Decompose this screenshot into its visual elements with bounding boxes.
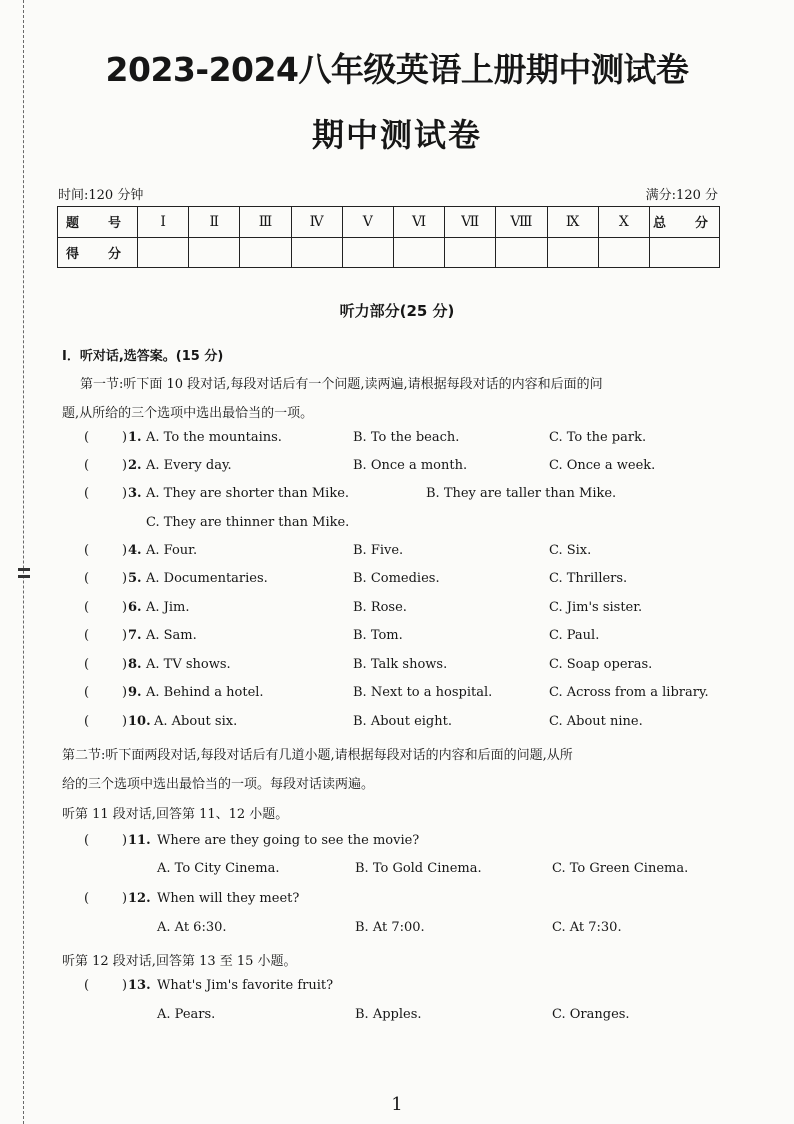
option-a: A. Every day. <box>146 458 232 473</box>
score-cell[interactable] <box>291 237 342 268</box>
answer-paren-open: ( <box>84 543 90 558</box>
option-a: A. Behind a hotel. <box>146 685 264 700</box>
question-number: 7. <box>128 628 142 643</box>
question-item <box>0 458 794 478</box>
answer-paren-close[interactable]: ) <box>122 600 128 615</box>
option-c: C. Six. <box>549 543 592 558</box>
question-item-continued <box>0 515 794 535</box>
answer-paren-close[interactable]: ) <box>122 685 128 700</box>
option-b: B. To Gold Cinema. <box>355 861 482 876</box>
header-cell: Ⅷ <box>496 207 547 238</box>
answer-paren-open: ( <box>84 571 90 586</box>
header-cell: Ⅸ <box>547 207 598 238</box>
header-cell: Ⅳ <box>291 207 342 238</box>
question-item <box>0 628 794 648</box>
question-stem: When will they meet? <box>157 891 300 906</box>
option-b: B. To the beach. <box>353 430 460 445</box>
answer-paren-close[interactable]: ) <box>122 430 128 445</box>
answer-paren-open: ( <box>84 714 90 729</box>
answer-paren-close[interactable]: ) <box>122 628 128 643</box>
option-a: A. At 6:30. <box>157 920 227 935</box>
question-item <box>0 714 794 734</box>
instruction-text: 第一节:听下面 10 段对话,每段对话后有一个问题,读两遍,请根据每段对话的内容和后面的问 <box>80 377 603 392</box>
option-c: C. To the park. <box>549 430 647 445</box>
section-title: 听力部分(25 分) <box>339 302 455 320</box>
answer-paren-close[interactable]: ) <box>122 891 128 906</box>
option-c: C. Once a week. <box>549 458 656 473</box>
option-c: C. To Green Cinema. <box>552 861 689 876</box>
answer-paren-open: ( <box>84 657 90 672</box>
option-b: B. Apples. <box>355 1007 422 1022</box>
option-c: C. At 7:30. <box>552 920 622 935</box>
page-title: 2023-2024八年级英语上册期中测试卷 <box>105 50 689 89</box>
option-a: A. Pears. <box>157 1007 216 1022</box>
question-stem: What's Jim's favorite fruit? <box>157 978 334 993</box>
question-number: 9. <box>128 685 142 700</box>
instruction-text: 第二节:听下面两段对话,每段对话后有几道小题,请根据每段对话的内容和后面的问题,从所 <box>62 748 573 763</box>
option-b: B. They are taller than Mike. <box>426 486 617 501</box>
answer-paren-close[interactable]: ) <box>122 833 128 848</box>
option-b: B. Once a month. <box>353 458 468 473</box>
score-cell[interactable] <box>445 237 496 268</box>
option-b: B. Next to a hospital. <box>353 685 493 700</box>
option-a: A. Jim. <box>146 600 190 615</box>
question-number: 8. <box>128 657 142 672</box>
score-cell[interactable] <box>138 237 189 268</box>
question-item <box>0 978 794 998</box>
part-heading: I．听对话,选答案。(15 分) <box>62 349 224 364</box>
score-cell[interactable] <box>598 237 649 268</box>
question-number: 13. <box>128 978 151 993</box>
score-cell[interactable] <box>496 237 547 268</box>
question-item <box>0 891 794 911</box>
answer-paren-open: ( <box>84 628 90 643</box>
option-c: C. Thrillers. <box>549 571 628 586</box>
answer-paren-open: ( <box>84 685 90 700</box>
header-cell: Ⅴ <box>342 207 393 238</box>
question-options <box>0 1007 794 1027</box>
full-score: 满分:120 分 <box>645 188 718 203</box>
answer-paren-open: ( <box>84 600 90 615</box>
option-a: A. Documentaries. <box>146 571 268 586</box>
answer-paren-close[interactable]: ) <box>122 458 128 473</box>
option-b: B. Tom. <box>353 628 403 643</box>
question-item <box>0 571 794 591</box>
option-c: C. Jim's sister. <box>549 600 643 615</box>
dialog-intro: 听第 11 段对话,回答第 11、12 小题。 <box>62 807 289 822</box>
answer-paren-open: ( <box>84 486 90 501</box>
question-stem: Where are they going to see the movie? <box>157 833 420 848</box>
question-item <box>0 430 794 450</box>
question-number: 10. <box>128 714 151 729</box>
option-a: A. To City Cinema. <box>157 861 280 876</box>
question-item <box>0 543 794 563</box>
question-number: 4. <box>128 543 142 558</box>
answer-paren-open: ( <box>84 430 90 445</box>
score-table-header-row <box>58 207 720 238</box>
header-cell: Ⅱ <box>189 207 240 238</box>
score-table <box>57 206 720 268</box>
option-c: C. They are thinner than Mike. <box>146 515 350 530</box>
option-a: A. They are shorter than Mike. <box>146 486 350 501</box>
instruction-text: 题,从所给的三个选项中选出最恰当的一项。 <box>62 406 314 421</box>
answer-paren-open: ( <box>84 833 90 848</box>
page-subtitle: 期中测试卷 <box>311 116 482 154</box>
header-cell: Ⅵ <box>393 207 444 238</box>
answer-paren-open: ( <box>84 458 90 473</box>
header-cell: Ⅶ <box>445 207 496 238</box>
question-options <box>0 861 794 881</box>
answer-paren-close[interactable]: ) <box>122 486 128 501</box>
question-number: 1. <box>128 430 142 445</box>
option-b: B. Comedies. <box>353 571 440 586</box>
option-c: C. Oranges. <box>552 1007 630 1022</box>
header-cell: X <box>598 207 649 238</box>
option-c: C. Soap operas. <box>549 657 653 672</box>
score-cell[interactable] <box>547 237 598 268</box>
answer-paren-close[interactable]: ) <box>122 571 128 586</box>
option-c: C. Paul. <box>549 628 600 643</box>
score-cell[interactable] <box>342 237 393 268</box>
option-b: B. Rose. <box>353 600 407 615</box>
question-item <box>0 833 794 853</box>
score-cell[interactable] <box>189 237 240 268</box>
answer-paren-close[interactable]: ) <box>122 978 128 993</box>
option-b: B. About eight. <box>353 714 452 729</box>
question-options <box>0 920 794 940</box>
answer-paren-close[interactable]: ) <box>122 543 128 558</box>
header-cell: I <box>138 207 189 238</box>
option-a: A. To the mountains. <box>146 430 282 445</box>
answer-paren-open: ( <box>84 978 90 993</box>
question-number: 2. <box>128 458 142 473</box>
exam-time: 时间:120 分钟 <box>58 188 144 203</box>
question-item <box>0 685 794 705</box>
option-c: C. Across from a library. <box>549 685 709 700</box>
question-item <box>0 600 794 620</box>
option-a: A. Four. <box>146 543 198 558</box>
score-row-label: 得 分 <box>58 237 138 268</box>
option-a: A. Sam. <box>146 628 197 643</box>
answer-paren-close[interactable]: ) <box>122 657 128 672</box>
question-item <box>0 657 794 677</box>
header-cell: Ⅲ <box>240 207 291 238</box>
score-cell[interactable] <box>240 237 291 268</box>
question-item <box>0 486 794 506</box>
page-number: 1 <box>391 1094 403 1115</box>
option-a: A. TV shows. <box>146 657 231 672</box>
option-b: B. Five. <box>353 543 404 558</box>
option-b: B. At 7:00. <box>355 920 425 935</box>
question-number: 5. <box>128 571 142 586</box>
header-cell: 题 号 <box>58 207 138 238</box>
question-number: 3. <box>128 486 142 501</box>
score-table-score-row <box>58 237 720 268</box>
dialog-intro: 听第 12 段对话,回答第 13 至 15 小题。 <box>62 954 297 969</box>
question-number: 6. <box>128 600 142 615</box>
question-number: 12. <box>128 891 151 906</box>
answer-paren-close[interactable]: ) <box>122 714 128 729</box>
instruction-text: 给的三个选项中选出最恰当的一项。每段对话读两遍。 <box>62 777 375 792</box>
option-c: C. About nine. <box>549 714 643 729</box>
option-a: A. About six. <box>154 714 238 729</box>
score-cell[interactable] <box>650 237 720 268</box>
answer-paren-open: ( <box>84 891 90 906</box>
option-b: B. Talk shows. <box>353 657 448 672</box>
question-number: 11. <box>128 833 151 848</box>
score-cell[interactable] <box>393 237 444 268</box>
header-cell: 总 分 <box>650 207 720 238</box>
